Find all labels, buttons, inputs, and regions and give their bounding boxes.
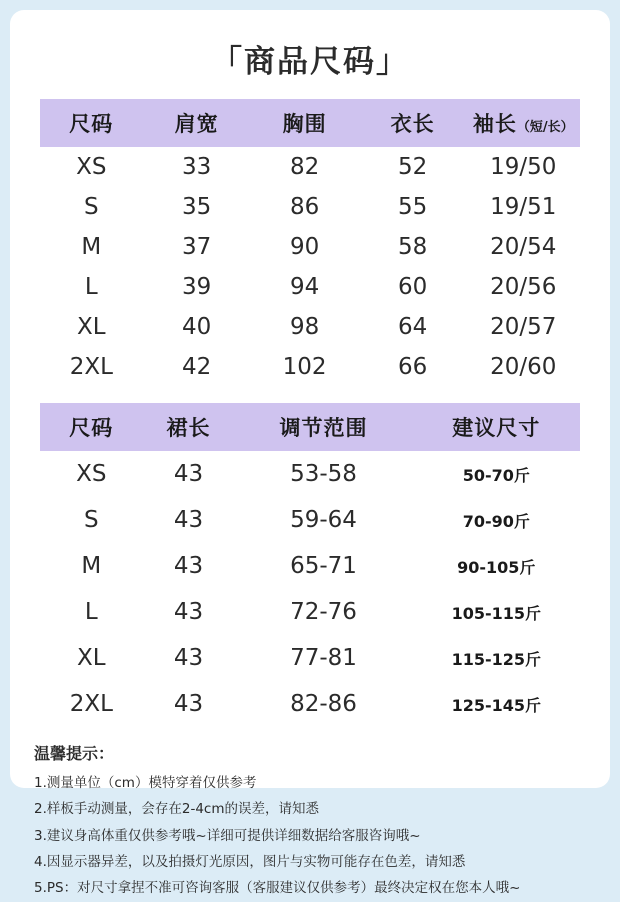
table-row — [40, 267, 580, 307]
cell-adjust-range: 77-81 — [290, 645, 357, 671]
cell-adjust-range: 65-71 — [290, 553, 357, 579]
header-cell-skirt-length: 裙长 — [143, 403, 235, 451]
cell-recommend: 70-90斤 — [462, 511, 530, 531]
header-cell-recommend: 建议尺寸 — [413, 403, 580, 451]
cell-length: 55 — [397, 194, 428, 220]
cell-recommend: 125-145斤 — [451, 695, 542, 715]
cell-skirt-length: 43 — [173, 553, 204, 579]
cell-sleeve: 20/57 — [490, 314, 557, 340]
cell-length: 66 — [397, 354, 428, 380]
header-cell-bust: 胸围 — [251, 99, 359, 147]
table-header-row — [40, 99, 580, 147]
cell-length: 60 — [397, 274, 428, 300]
cell-shoulder: 37 — [181, 234, 212, 260]
cell-bust: 90 — [289, 234, 320, 260]
table-row — [40, 543, 580, 589]
table-row — [40, 227, 580, 267]
header-cell-size: 尺码 — [40, 403, 143, 451]
cell-sleeve: 20/60 — [490, 354, 557, 380]
cell-size: S — [83, 194, 99, 220]
cell-sleeve: 19/51 — [490, 194, 557, 220]
cell-bust: 102 — [282, 354, 327, 380]
cell-bust: 82 — [289, 154, 320, 180]
cell-shoulder: 35 — [181, 194, 212, 220]
table-row — [40, 307, 580, 347]
header-cell-sleeve-label: 袖长 — [472, 112, 517, 136]
note-item: 1.测量单位（cm）模特穿着仅供参考 — [34, 775, 257, 791]
table-row — [40, 451, 580, 497]
cell-sleeve: 20/56 — [490, 274, 557, 300]
cell-bust: 86 — [289, 194, 320, 220]
header-cell-size: 尺码 — [40, 99, 143, 147]
cell-adjust-range: 59-64 — [290, 507, 357, 533]
size-table-bottom — [40, 403, 580, 727]
table-row — [40, 589, 580, 635]
cell-shoulder: 39 — [181, 274, 212, 300]
cell-size: L — [84, 274, 98, 300]
cell-skirt-length: 43 — [173, 645, 204, 671]
cell-shoulder: 40 — [181, 314, 212, 340]
cell-shoulder: 42 — [181, 354, 212, 380]
header-cell-adjust-range: 调节范围 — [234, 403, 412, 451]
table-header-row — [40, 403, 580, 451]
size-table-top — [40, 99, 580, 387]
notes-title: 温馨提示： — [34, 744, 115, 763]
cell-bust: 98 — [289, 314, 320, 340]
cell-size: M — [81, 553, 102, 579]
cell-length: 58 — [397, 234, 428, 260]
cell-recommend: 105-115斤 — [451, 603, 542, 623]
cell-shoulder: 33 — [181, 154, 212, 180]
cell-size: XS — [76, 154, 107, 180]
cell-length: 64 — [397, 314, 428, 340]
cell-skirt-length: 43 — [173, 691, 204, 717]
notes-section — [34, 741, 588, 902]
cell-adjust-range: 53-58 — [290, 461, 357, 487]
note-item: 3.建议身高体重仅供参考哦~详细可提供详细数据给客服咨询哦~ — [34, 827, 421, 844]
cell-size: S — [83, 507, 99, 533]
cell-skirt-length: 43 — [173, 461, 204, 487]
cell-skirt-length: 43 — [173, 599, 204, 625]
cell-recommend: 115-125斤 — [451, 649, 542, 669]
cell-sleeve: 19/50 — [490, 154, 557, 180]
cell-bust: 94 — [289, 274, 320, 300]
note-item: 4.因显示器异差，以及拍摄灯光原因，图片与实物可能存在色差，请知悉 — [34, 853, 466, 870]
cell-size: L — [84, 599, 98, 625]
cell-skirt-length: 43 — [173, 507, 204, 533]
table-row — [40, 347, 580, 387]
header-cell-shoulder: 肩宽 — [143, 99, 251, 147]
size-chart-card — [10, 10, 610, 897]
page-title: 「商品尺码」 — [211, 44, 409, 80]
note-item: 5.PS：对尺寸拿捏不准可咨询客服（客服建议仅供参考）最终决定权在您本人哦~ — [34, 880, 521, 897]
table-row — [40, 187, 580, 227]
cell-adjust-range: 72-76 — [290, 599, 357, 625]
note-item: 2.样板手动测量，会存在2-4cm的误差，请知悉 — [34, 801, 320, 818]
cell-size: XL — [77, 645, 106, 671]
cell-recommend: 90-105斤 — [457, 557, 536, 577]
cell-length: 52 — [397, 154, 428, 180]
cell-size: 2XL — [69, 354, 113, 380]
table-row — [40, 147, 580, 187]
table-row — [40, 681, 580, 727]
cell-size: XS — [76, 461, 107, 487]
table-row — [40, 497, 580, 543]
table-row — [40, 635, 580, 681]
cell-recommend: 50-70斤 — [462, 465, 530, 485]
cell-adjust-range: 82-86 — [290, 691, 357, 717]
header-cell-sleeve — [467, 99, 580, 147]
cell-size: 2XL — [69, 691, 113, 717]
cell-size: XL — [77, 314, 106, 340]
header-cell-length: 衣长 — [359, 99, 467, 147]
header-cell-sleeve-sub: （短/长） — [516, 120, 574, 135]
table-divider — [10, 387, 610, 403]
cell-sleeve: 20/54 — [490, 234, 557, 260]
cell-size: M — [81, 234, 102, 260]
